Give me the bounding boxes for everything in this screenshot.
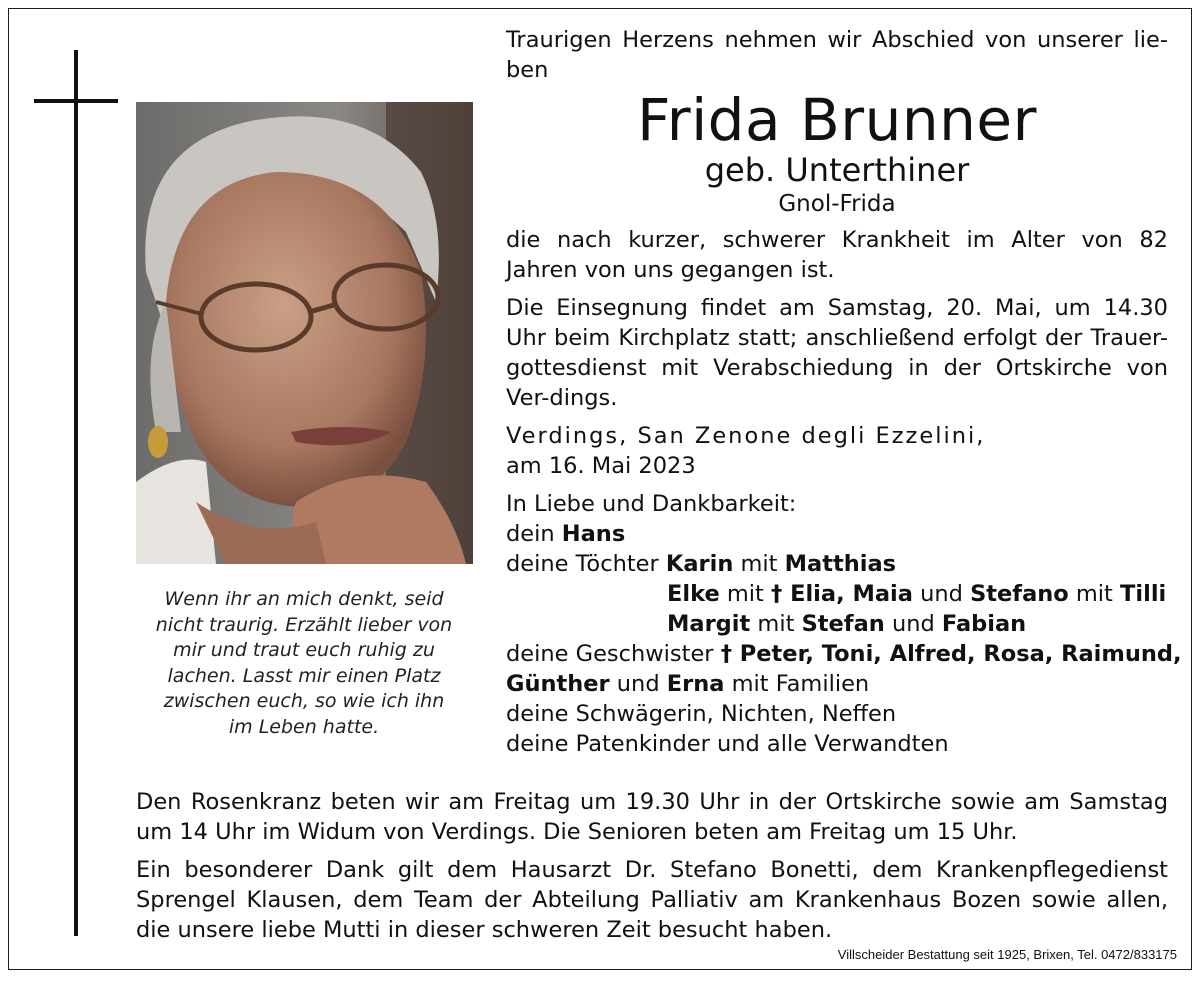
mourner-name: Fabian	[941, 611, 1027, 637]
memorial-quote: Wenn ihr an mich denkt, seid nicht traurig. Erzählt lieber von mir und traut euch ruhig zu lachen. Lasst mir einen Platz zwischen euch, so wie ich ihn im Leben hatte.	[155, 588, 453, 738]
connector-text: mit	[740, 551, 778, 577]
nickname: Gnol-Frida	[778, 191, 896, 217]
mourner-godchildren: deine Patenkinder und alle Verwandten	[506, 731, 949, 757]
mourner-daughter-1	[506, 549, 1168, 579]
mourner-name: Elke	[667, 581, 720, 607]
mourner-name: Hans	[561, 521, 626, 547]
cross-horizontal-bar	[34, 99, 118, 103]
mourner-name: † Peter, Toni, Alfred, Rosa, Raimund,	[720, 641, 1182, 667]
funeral-info: Die Einsegnung findet am Samstag, 20. Mai, um 14.30 Uhr beim Kirchplatz statt; anschließend erfolgt der Trauer-gottesdienst mit Verabschiedung in der Ortskirche von Ver-dings.	[506, 295, 1168, 411]
mourner-prefix: deine Geschwister	[506, 641, 714, 667]
thanks-text: Ein besonderer Dank gilt dem Hausarzt Dr. Stefano Bonetti, dem Krankenpflegedienst Sprengel Klausen, dem Team der Abteilung Palliativ am Krankenhaus Bozen sowie allen, die unsere liebe Mutti in dieser schweren Zeit besucht haben.	[136, 857, 1168, 943]
mourner-name: Erna	[666, 671, 725, 697]
death-notice: die nach kurzer, schwerer Krankheit im Alter von 82 Jahren von uns gegangen ist.	[506, 227, 1168, 283]
gratitude-intro: In Liebe und Dankbarkeit:	[506, 491, 797, 517]
mourner-inlaws: deine Schwägerin, Nichten, Neffen	[506, 701, 897, 727]
mourner-name: Günther	[506, 671, 610, 697]
maiden-name: geb. Unterthiner	[704, 151, 970, 189]
mourner-name: Karin	[665, 551, 734, 577]
connector-text: und	[920, 581, 963, 607]
connector-text: und	[891, 611, 935, 637]
mourner-daughter-3	[506, 609, 1168, 639]
connector-text: mit	[1075, 581, 1113, 607]
mourner-daughter-2	[506, 579, 1168, 609]
mourner-prefix: deine Töchter	[506, 551, 659, 577]
cross-vertical-bar	[74, 50, 78, 936]
obituary-notice	[8, 8, 1192, 970]
mourner-name: Stefano	[970, 581, 1069, 607]
place-line: Verdings, San Zenone degli Ezzelini,	[506, 423, 986, 449]
connector-text: mit	[757, 611, 795, 637]
deceased-name: Frida Brunner	[637, 86, 1037, 154]
connector-text: mit	[726, 581, 764, 607]
mourner-name: Matthias	[784, 551, 897, 577]
mourner-name: Margit	[667, 611, 751, 637]
funeral-home-footer: Villscheider Bestattung seit 1925, Brixen, Tel. 0472/833175	[837, 947, 1177, 962]
portrait-photo	[136, 102, 473, 564]
mourner-siblings-cont	[506, 669, 1168, 699]
mourner-siblings	[506, 639, 1182, 669]
connector-text: und	[616, 671, 660, 697]
intro-text: Traurigen Herzens nehmen wir Abschied von unserer lie-ben	[506, 27, 1168, 83]
rosary-info: Den Rosenkranz beten wir am Freitag um 19.30 Uhr in der Ortskirche sowie am Samstag um 14 Uhr im Widum von Verdings. Die Senioren beten am Freitag um 15 Uhr.	[136, 789, 1168, 845]
main-text-column	[506, 25, 1182, 759]
connector-text: mit Familien	[731, 671, 870, 697]
mourner-name: † Elia, Maia	[771, 581, 913, 607]
mourner-prefix: dein	[506, 521, 555, 547]
mourner-husband	[506, 519, 1168, 549]
date-line: am 16. Mai 2023	[506, 453, 696, 479]
mourner-name: Tilli	[1120, 581, 1167, 607]
mourner-name: Stefan	[801, 611, 885, 637]
